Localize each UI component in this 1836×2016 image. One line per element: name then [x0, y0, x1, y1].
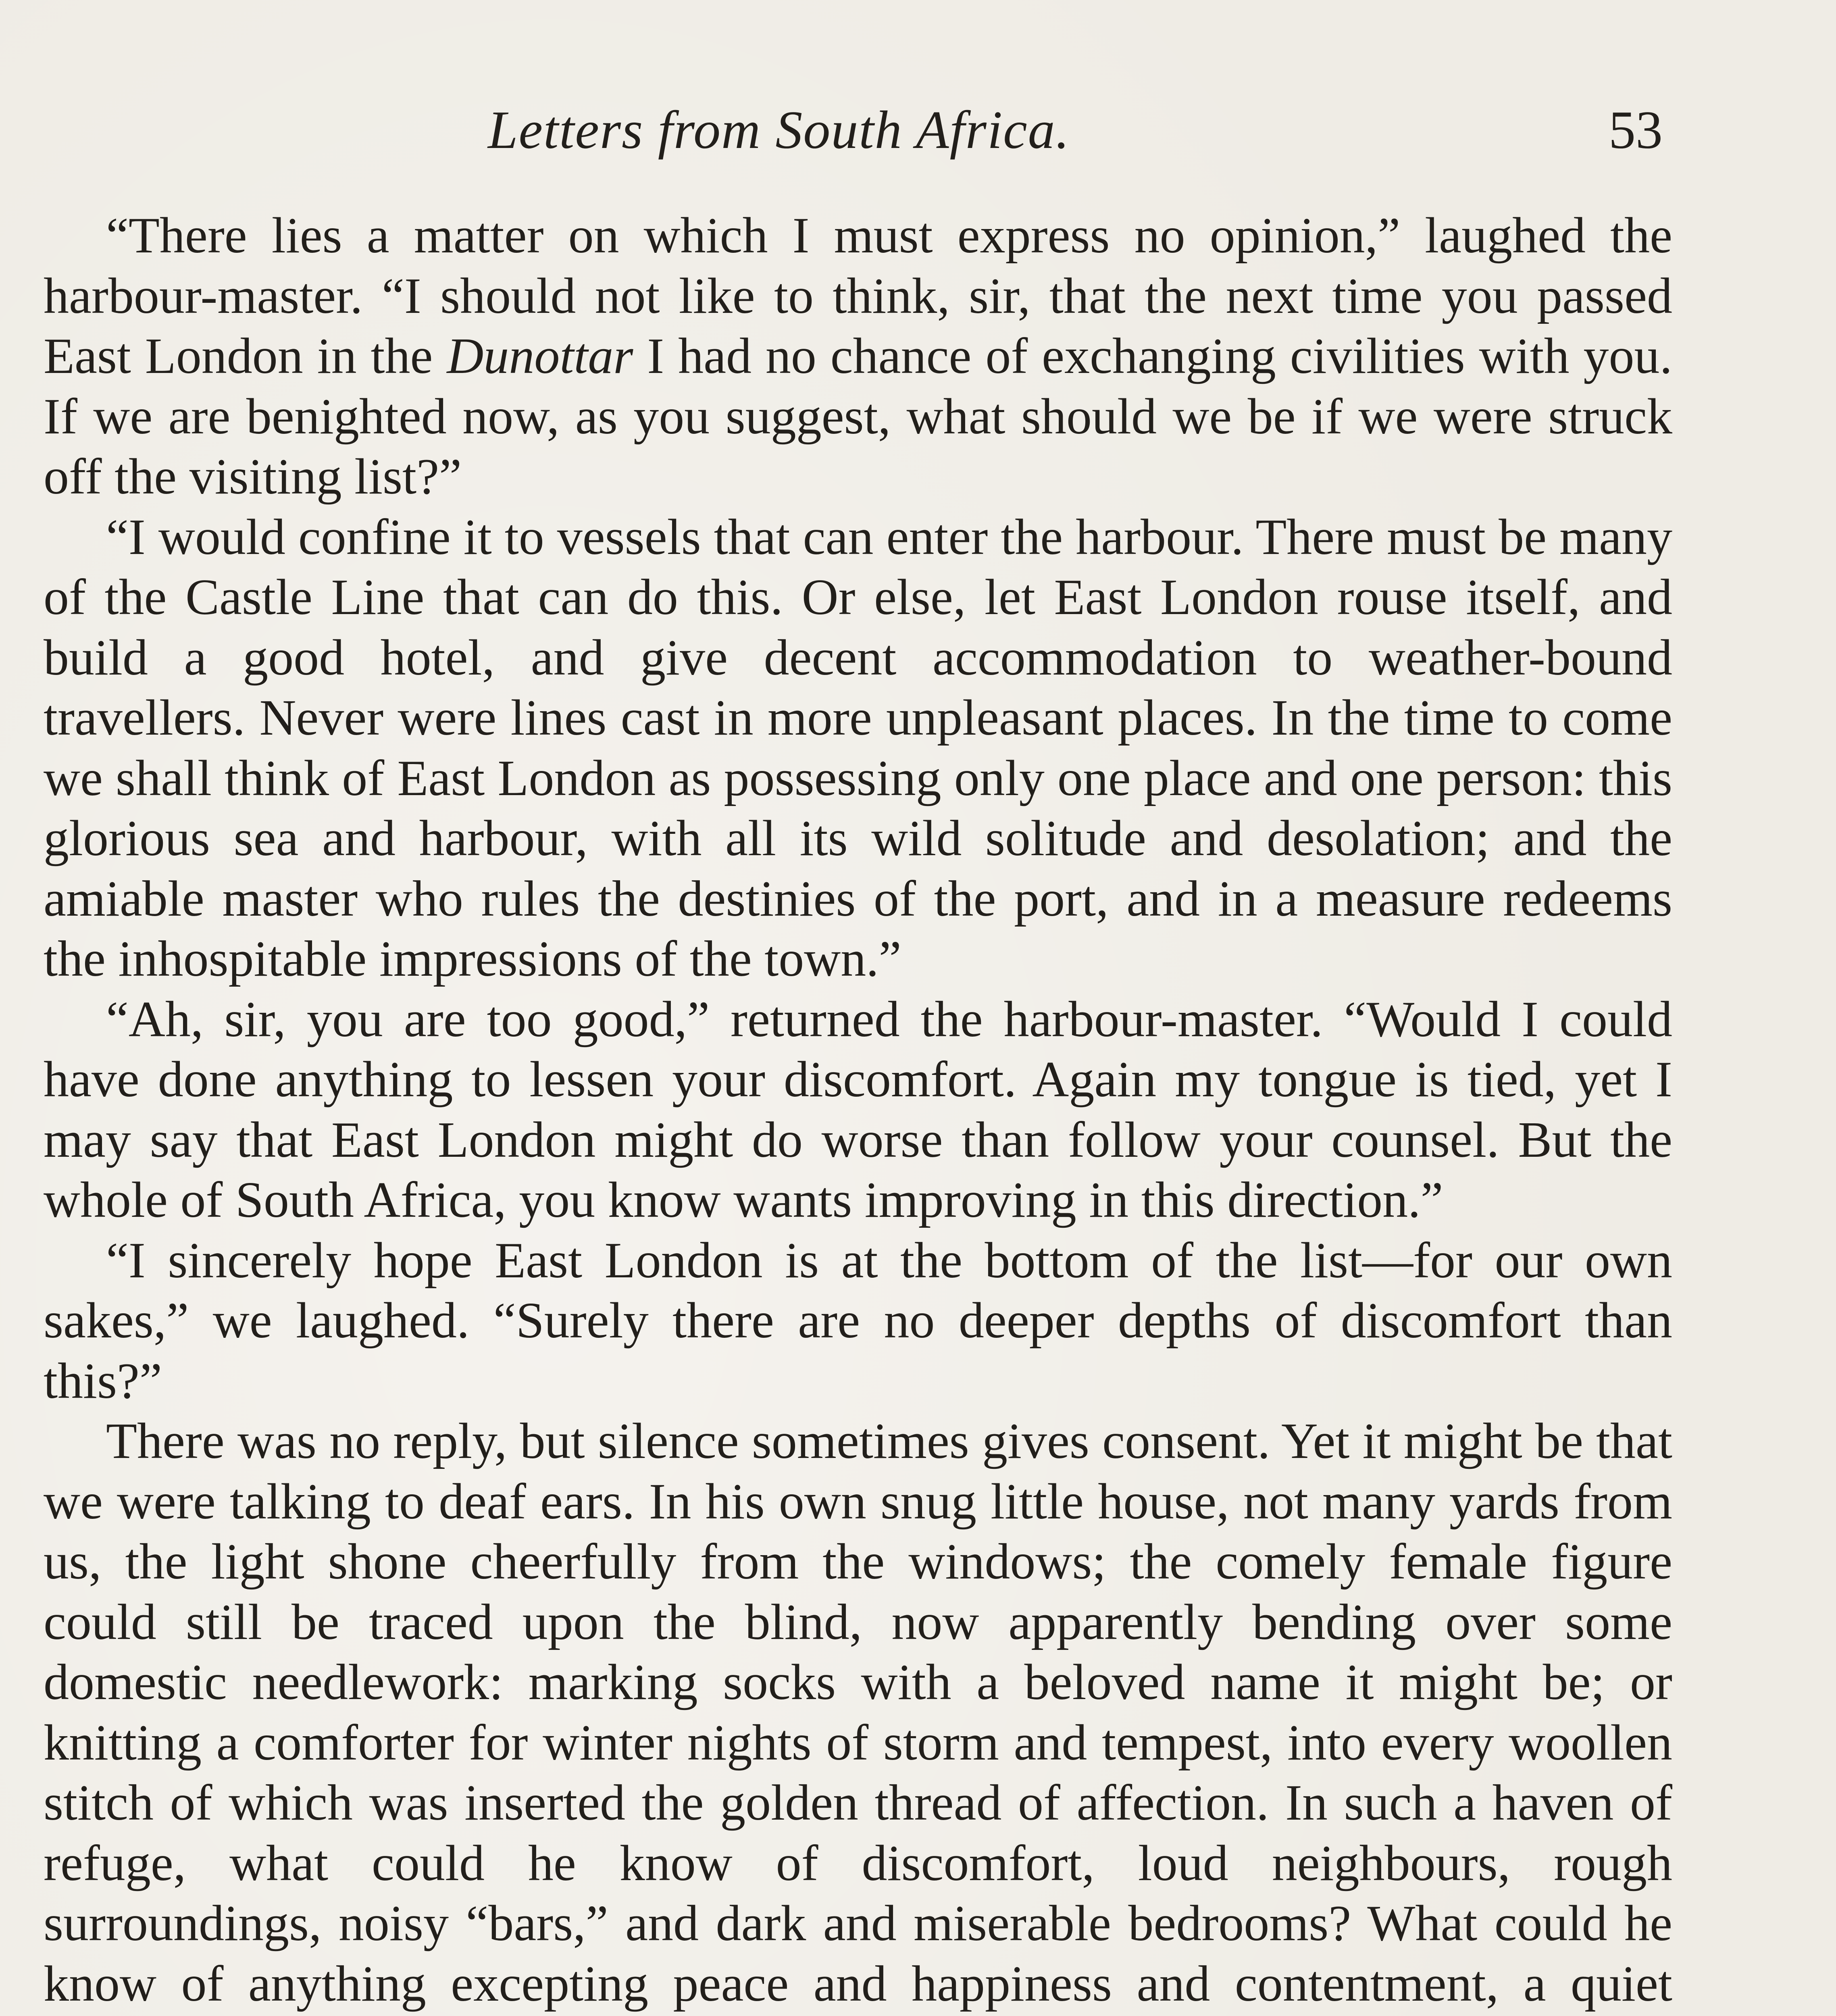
paragraph-3: “Ah, sir, you are too good,” returned the harbour-master. “Would I could have done anything to lessen your discomfort. Again my tongue is tied, yet I may say that East London might do worse than follow your counsel. But the whole of South Africa, you know wants improving in this direction.” — [44, 991, 1672, 1228]
paragraph-5: There was no reply, but silence sometimes gives consent. Yet it might be that we were talking to deaf ears. In his own snug little house, not many yards from us, the light shone cheerfully from the windows; the comely female figure could still be traced upon the blind, now apparently bending over some domestic needlework: marking socks with a beloved name it might be; or knitting a comforter for winter nights of storm and tempest, into every woollen stitch of which was inserted the golden thread of affection. In such a haven of refuge, what could he know of discomfort, loud neighbours, rough surroundings, noisy “bars,” and dark and miserable bedrooms? What could he know of anything excepting peace and happiness and contentment, a quiet — [44, 1413, 1672, 2012]
page-number: 53 — [1609, 100, 1663, 160]
paragraph-2: “I would confine it to vessels that can enter the harbour. There must be many of the Castle Line that can do this. Or else, let East London rouse itself, and build a good hotel, and give decent accommodation to weather-bound travellers. Never were lines cast in more unpleasant places. In the time to come we shall think of East London as possessing only one place and one person: this glorious sea and harbour, with all its wild solitude and desolation; and the amiable master who rules the destinies of the port, and in a measure redeems the inhospitable impressions of the town.” — [44, 509, 1672, 987]
body-text — [44, 206, 1672, 2016]
running-title: Letters from South Africa. — [488, 100, 1070, 160]
running-head — [40, 99, 1693, 179]
paragraph-1 — [44, 206, 1672, 507]
paragraph-1-text-cont: I had no chance of exchanging civilities with you. If we are benighted now, as you suggest, what should we be if we were struck off the visiting list?” — [44, 328, 1672, 505]
paragraph-1-text: “There lies a matter on which I must express no opinion,” laughed the harbour-master. “I should not like to think, sir, that the next time you passed East London in the — [44, 208, 1672, 384]
paragraph-4: “I sincerely hope East London is at the bottom of the list—for our own sakes,” we laughed. “Surely there are no deeper depths of discomfort than this?” — [44, 1232, 1672, 1409]
ship-name: Dunottar — [447, 328, 633, 384]
